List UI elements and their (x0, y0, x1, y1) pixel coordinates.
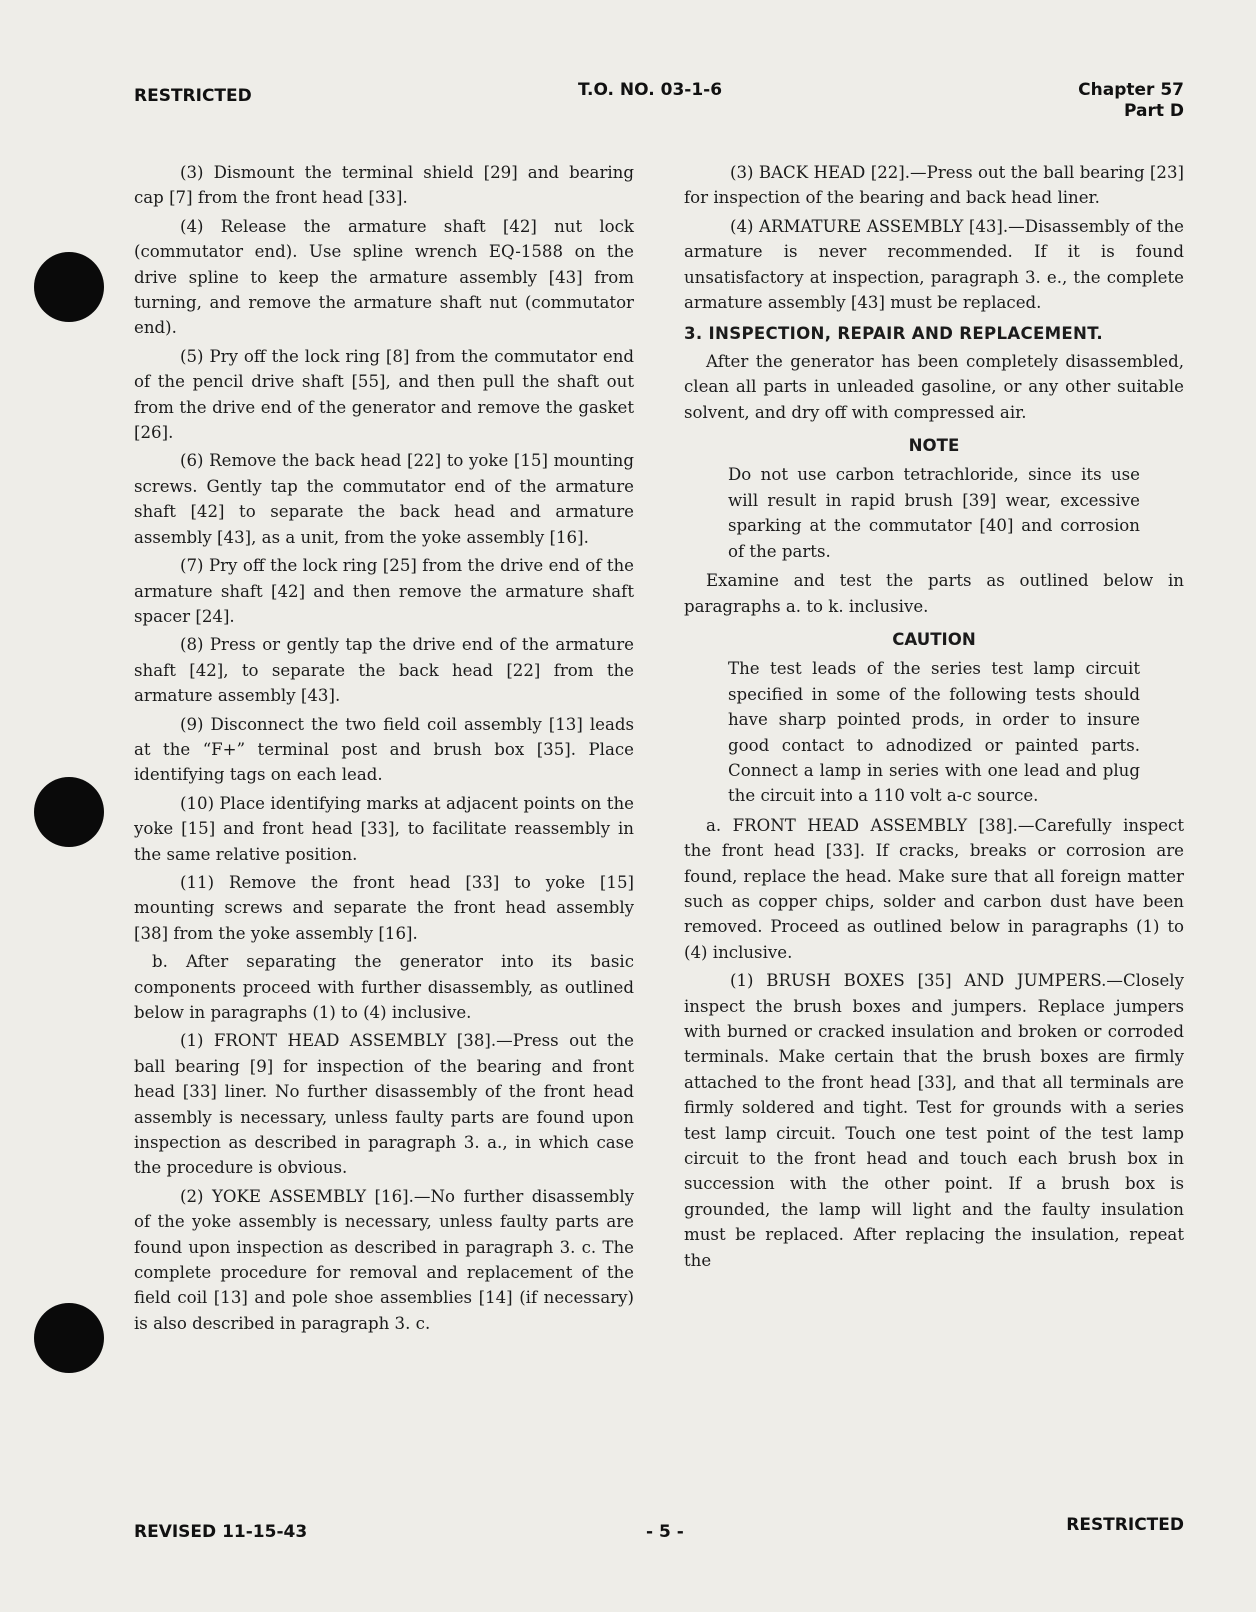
note-heading: NOTE (908, 436, 960, 456)
header-chapter: Chapter 57 (1078, 80, 1184, 100)
paragraph: (2) YOKE ASSEMBLY [16].—No further disassembly of the yoke assembly is necessary, unless faulty parts are found upon inspection as described in paragraph 3. c. The complete procedure for removal and replacement of the field coil [13] and pole shoe assemblies [14] (if necessary) is also described in paragraph 3. c. (134, 1186, 634, 1333)
section-heading: 3. INSPECTION, REPAIR AND REPLACEMENT. (684, 324, 1103, 344)
left-column (134, 160, 634, 1339)
paragraph: (4) Release the armature shaft [42] nut lock (commutator end). Use spline wrench EQ-1588 on the drive spline to keep the armature assembly [43] from turning, and remove the armature shaft nut (commutator end). (134, 216, 634, 338)
binder-hole-bottom (34, 1303, 104, 1373)
paragraph: (4) ARMATURE ASSEMBLY [43].—Disassembly of the armature is never recommended. If it is found unsatisfactory at inspection, paragraph 3. e., the complete armature assembly [43] must be replaced. (684, 216, 1184, 313)
footer-revised: REVISED 11-15-43 (134, 1522, 308, 1542)
paragraph: (5) Pry off the lock ring [8] from the commutator end of the pencil drive shaft [55], and then pull the shaft out from the drive end of the generator and remove the gasket [26]. (134, 346, 634, 443)
header-to-number: T.O. NO. 03-1-6 (578, 80, 723, 100)
page-number: - 5 - (646, 1522, 684, 1542)
paragraph: a. FRONT HEAD ASSEMBLY [38].—Carefully inspect the front head [33]. If cracks, breaks or corrosion are found, replace the head. Make sure that all foreign matter such as copper chips, solder and carbon dust have been removed. Proceed as outlined below in paragraphs (1) to (4) inclusive. (684, 815, 1184, 962)
note-box (684, 462, 1184, 564)
paragraph: Examine and test the parts as outlined below in paragraphs a. to k. inclusive. (684, 571, 1184, 616)
footer-restricted: RESTRICTED (1066, 1515, 1184, 1535)
paragraph: (3) Dismount the terminal shield [29] and bearing cap [7] from the front head [33]. (134, 163, 634, 208)
paragraph: (6) Remove the back head [22] to yoke [15] mounting screws. Gently tap the commutator end of the armature shaft [42] to separate the back head and armature assembly [43], as a unit, from the yoke assembly [16]. (134, 451, 634, 547)
caution-box (684, 656, 1184, 808)
binder-hole-middle (34, 777, 104, 847)
paragraph: b. After separating the generator into its basic components proceed with further disassembly, as outlined below in paragraphs (1) to (4) inclusive. (134, 952, 634, 1022)
paragraph: (1) FRONT HEAD ASSEMBLY [38].—Press out the ball bearing [9] for inspection of the bearing and front head [33] liner. No further disassembly of the front head assembly is necessary, unless faulty parts are found upon inspection as described in paragraph 3. a., in which case the procedure is obvious. (134, 1031, 634, 1178)
right-column (684, 160, 1184, 1276)
header-restricted: RESTRICTED (134, 86, 252, 106)
paragraph: (9) Disconnect the two field coil assembly [13] leads at the “F+” terminal post and brush box [35]. Place identifying tags on each lead. (134, 714, 634, 785)
caution-heading: CAUTION (892, 629, 976, 649)
paragraph: (3) BACK HEAD [22].—Press out the ball bearing [23] for inspection of the bearing and back head liner. (684, 163, 1184, 208)
paragraph: (1) BRUSH BOXES [35] AND JUMPERS.—Closely inspect the brush boxes and jumpers. Replace jumpers with burned or cracked insulation and broken or corroded terminals. Make certain that the brush boxes are firmly attached to the front head [33], and that all terminals are firmly soldered and tight. Test for grounds with a series test lamp circuit. Touch one test point of the test lamp circuit to the front head and touch each brush box in succession with the other point. If a brush box is grounded, the lamp will light and the faulty insulation must be replaced. After replacing the insulation, repeat the (684, 971, 1184, 1270)
paragraph: (7) Pry off the lock ring [25] from the drive end of the armature shaft [42] and then remove the armature shaft spacer [24]. (134, 556, 634, 626)
paragraph: (10) Place identifying marks at adjacent points on the yoke [15] and front head [33], to facilitate reassembly in the same relative position. (134, 793, 634, 864)
paragraph: (11) Remove the front head [33] to yoke [15] mounting screws and separate the front head assembly [38] from the yoke assembly [16]. (134, 872, 634, 943)
paragraph: (8) Press or gently tap the drive end of the armature shaft [42], to separate the back head [22] from the armature assembly [43]. (134, 635, 634, 706)
note-text: Do not use carbon tetrachloride, since its use will result in rapid brush [39] wear, excessive sparking at the commutator [40] and corrosion of the parts. (728, 465, 1140, 561)
binder-hole-top (34, 252, 104, 322)
caution-text: The test leads of the series test lamp circuit specified in some of the following tests should have sharp pointed prods, in order to insure good contact to adnodized or painted parts. Connect a lamp in series with one lead and plug the circuit into a 110 volt a-c source. (728, 659, 1140, 806)
paragraph: After the generator has been completely disassembled, clean all parts in unleaded gasoline, or any other suitable solvent, and dry off with compressed air. (684, 351, 1184, 422)
header-part: Part D (1123, 101, 1184, 121)
